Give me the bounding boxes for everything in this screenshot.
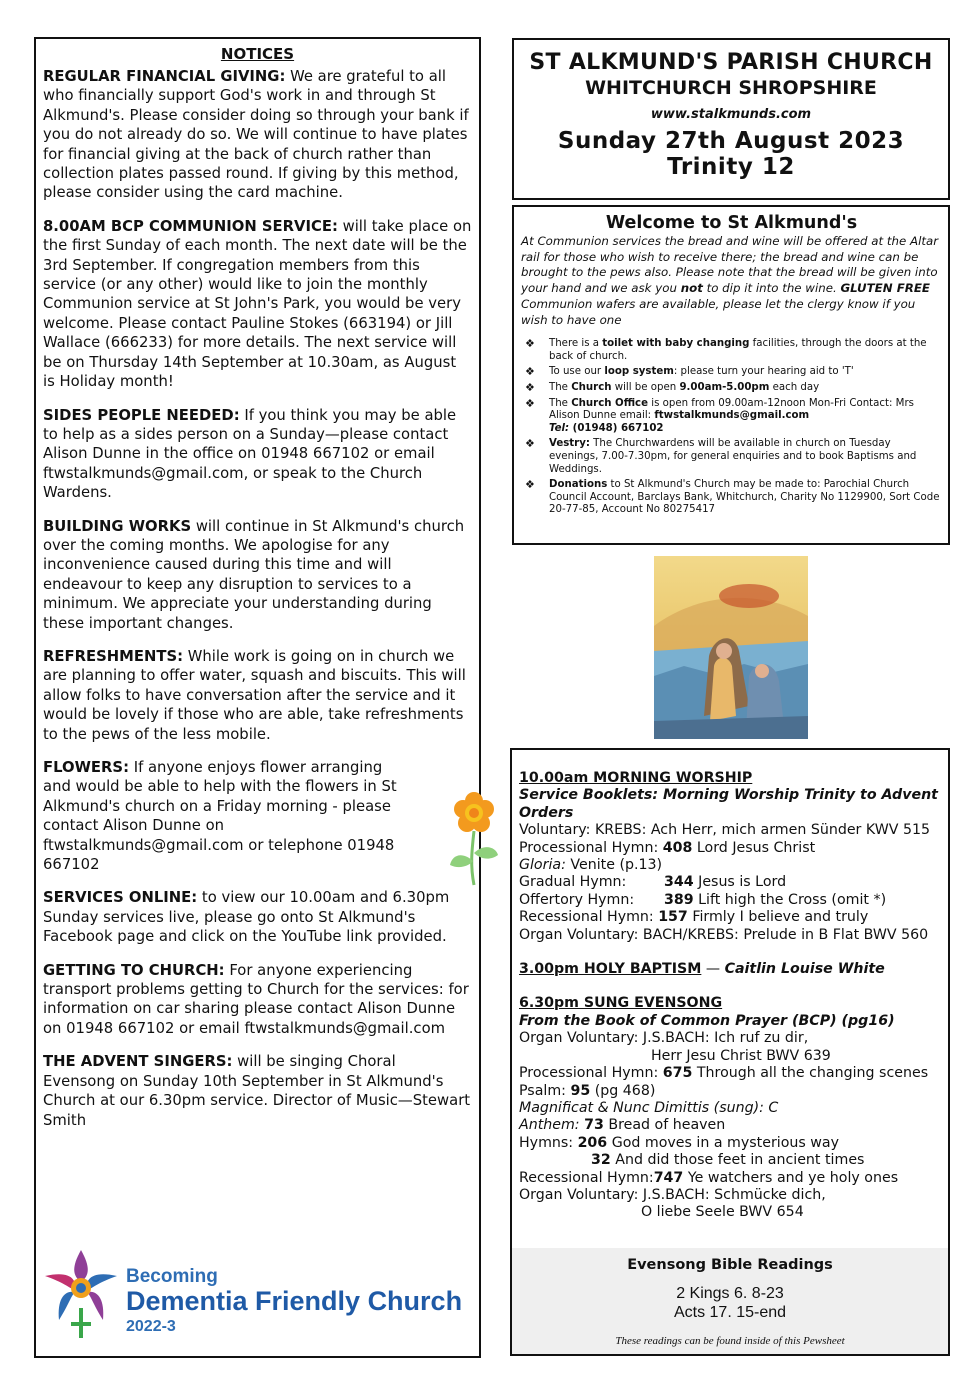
- welcome-panel: [512, 205, 950, 545]
- logo-dementia-friendly: Dementia Friendly Church: [126, 1286, 463, 1316]
- morning-recessional: [519, 909, 942, 926]
- notice-advent-singers: [43, 1052, 472, 1130]
- notice-heading: FLOWERS:: [43, 759, 129, 776]
- evensong-hymn-2: [519, 1152, 942, 1169]
- morning-worship-booklets: Service Booklets: Morning Worship Trinity to Advent Orders: [519, 787, 938, 821]
- notice-body: will continue in St Alkmund's church over the coming months. We apologise for any inconvenience caused during this time and will endeavour to keep any disruption to services to a minimum. We appreciate your understanding during these important changes.: [43, 517, 465, 632]
- notice-heading: THE ADVENT SINGERS:: [43, 1053, 233, 1071]
- psalm-page: (pg 468): [590, 1082, 656, 1099]
- notice-bcp-communion: [43, 217, 472, 392]
- notice-heading: REGULAR FINANCIAL GIVING:: [43, 68, 286, 85]
- label: Recessional Hymn:: [519, 1169, 654, 1186]
- item-text: There is a: [549, 338, 603, 350]
- diamond-bullet-icon: ❖: [525, 337, 535, 351]
- label: Processional Hymn:: [519, 1065, 663, 1082]
- diamond-bullet-icon: ❖: [525, 437, 535, 451]
- list-item: [521, 398, 942, 436]
- notice-heading: GETTING TO CHURCH:: [43, 961, 225, 979]
- item-bold: 9.00am-5.00pm: [679, 382, 770, 393]
- item-bold: Donations: [549, 479, 608, 491]
- church-website[interactable]: www.stalkmunds.com: [650, 107, 812, 122]
- bible-illustration-image: [654, 556, 808, 739]
- list-item: [521, 438, 942, 476]
- hymn-number: 344: [664, 874, 694, 891]
- item-bold: toilet with baby changing: [602, 338, 750, 350]
- notice-body: to view our 10.00am and 6.30pm Sunday services live, please go onto St Alkmund's Facebook page and click on the YouTube link provided.: [43, 889, 450, 946]
- evensong-organ-voluntary-2: Organ Voluntary: J.S.BACH: Schmücke dich,: [519, 1186, 826, 1203]
- notice-heading: BUILDING WORKS: [43, 517, 192, 535]
- notice-body: If you think you may be able to help as a sides person on a Sunday—please contact Alison Dunne in the office on 01948 667102 or email ftwstalkmunds@gmail.com, or speak to the Church Wardens.: [43, 406, 457, 502]
- diamond-bullet-icon: ❖: [525, 396, 535, 410]
- item-bold: loop system: [604, 366, 674, 378]
- item-text: is open from 09.00am-12noon Mon-Fri Contact: Mrs Alison Dunne email:: [549, 397, 914, 422]
- diamond-bullet-icon: ❖: [525, 478, 535, 492]
- intro-text: At Communion services the bread and wine will be offered at the Altar rail for those who wish to receive there; the bread and wine can be brought to the pews also. Please note that the bread will be given into your hand and we ask you: [521, 234, 939, 296]
- evensong-magnificat: Magnificat & Nunc Dimittis (sung): C: [519, 1099, 779, 1116]
- notice-body: While work is going on in church we are planning to offer water, squash and biscuits. This will allow folks to have conversation after the service and it would be lovely if those who are able, take refreshments to the pews of the less mobile.: [43, 647, 466, 743]
- bible-readings-box: [512, 1248, 948, 1354]
- notice-getting-to-church: [43, 961, 472, 1039]
- notice-sides-people: [43, 406, 472, 503]
- item-bold: Church Office: [571, 397, 649, 409]
- liturgical-week: Trinity 12: [667, 154, 795, 180]
- hymn-number: 408: [662, 839, 693, 856]
- item-text: The Churchwardens will be available in church on Tuesday evenings, 7.00-7.30pm, for general enquiries and to book Baptisms and Weddings.: [549, 438, 917, 475]
- hymn-title: Jesus is Lord: [693, 874, 787, 891]
- notice-financial-giving: [43, 67, 472, 203]
- hymn-title: God moves in a mysterious way: [607, 1134, 840, 1151]
- intro-emphasis: not: [680, 281, 703, 296]
- label: Hymns:: [519, 1134, 578, 1151]
- welcome-intro: [521, 234, 942, 328]
- evensong-section: [519, 995, 942, 1221]
- evensong-recessional: [519, 1170, 942, 1187]
- readings-note: These readings can be found inside of this Pewsheet: [615, 1335, 845, 1347]
- evensong-anthem: [519, 1117, 942, 1134]
- notice-body: will be singing Choral Evensong on Sunday 10th September in St Alkmund's Church at our 6.30pm service. Director of Music—Stewart Smith: [43, 1053, 471, 1129]
- office-email-link[interactable]: ftwstalkmunds@gmail.com: [654, 410, 810, 422]
- church-town: WHITCHURCH SHROPSHIRE: [585, 77, 877, 99]
- anthem-title: Bread of heaven: [603, 1117, 726, 1134]
- evensong-psalm: [519, 1083, 942, 1100]
- evensong-organ-voluntary-1: Organ Voluntary: J.S.BACH: Ich ruf zu dir,: [519, 1030, 809, 1047]
- hymn-number: 32: [591, 1152, 611, 1169]
- notice-body: If anyone enjoys flower arranging and would be able to help with the flowers in St Alkmund's church on a Friday morning - please contact Alison Dunne on ftwstalkmunds@gmail.com or telephone 01948 667102: [43, 759, 397, 874]
- notice-heading: REFRESHMENTS:: [43, 647, 184, 665]
- diamond-bullet-icon: ❖: [525, 365, 535, 379]
- evensong-organ-voluntary-1b: Herr Jesu Christ BWV 639: [651, 1047, 831, 1064]
- morning-organ-voluntary: Organ Voluntary: BACH/KREBS: Prelude in B Flat BWV 560: [519, 926, 929, 943]
- label: Offertory Hymn:: [519, 891, 635, 908]
- hymn-title: Ye watchers and ye holy ones: [683, 1169, 899, 1186]
- hymn-number: 675: [662, 1065, 693, 1082]
- flower-icon: [448, 791, 500, 887]
- hymn-title: And did those feet in ancient times: [610, 1152, 865, 1169]
- forget-me-not-icon: [38, 1248, 124, 1340]
- hymn-title: Firmly I believe and truly: [687, 909, 869, 926]
- diamond-bullet-icon: ❖: [525, 381, 535, 394]
- morning-gradual: [519, 874, 942, 891]
- baptism-section: [519, 961, 942, 978]
- morning-voluntary: Voluntary: KREBS: Ach Herr, mich armen Sünder KWV 515: [519, 822, 931, 839]
- item-text: : please turn your hearing aid to 'T': [673, 366, 854, 378]
- evensong-hymn-1: [519, 1135, 942, 1152]
- label: Gloria:: [519, 857, 566, 874]
- label: Gradual Hymn:: [519, 874, 627, 891]
- welcome-info-list: [521, 338, 942, 517]
- item-text: To use our: [549, 366, 605, 378]
- notice-heading: 8.00AM BCP COMMUNION SERVICE:: [43, 217, 338, 235]
- church-name: ST ALKMUND'S PARISH CHURCH: [529, 50, 933, 75]
- intro-text: Communion wafers are available, please let the clergy know if you wish to have one: [521, 296, 916, 327]
- welcome-title: Welcome to St Alkmund's: [605, 213, 858, 233]
- item-text: facilities, through the doors at the back of church.: [549, 338, 927, 362]
- item-bold: Vestry:: [549, 438, 590, 450]
- dementia-friendly-logo: [36, 1234, 483, 1344]
- notice-refreshments: [43, 647, 472, 744]
- notices-panel: [34, 37, 481, 1358]
- item-bold: Church: [571, 382, 612, 393]
- item-text: will be open: [611, 382, 680, 393]
- notices-list: [43, 67, 472, 1130]
- morning-worship-heading: 10.00am MORNING WORSHIP: [519, 770, 753, 786]
- evensong-heading: 6.30pm SUNG EVENSONG: [519, 995, 723, 1012]
- anthem-number: 73: [584, 1117, 604, 1134]
- notice-body: For anyone experiencing transport problems getting to Church for the services: for information on car sharing please contact Alison Dunne on 01948 667102 or email ftwstalkmunds@gmail.com: [43, 961, 469, 1037]
- item-text: to St Alkmund's Church may be made to: Parochial Church Council Account, Barclays Bank, Whitchurch, Charity No 1129900, Sort Code 20-77-85, Account No 80275417: [549, 479, 940, 516]
- service-date: Sunday 27th August 2023: [557, 128, 905, 154]
- label: Processional Hymn:: [519, 839, 663, 856]
- label: Anthem:: [519, 1117, 580, 1134]
- notices-title: NOTICES: [220, 45, 295, 63]
- evensong-bcp: From the Book of Common Prayer (BCP) (pg16): [519, 1012, 895, 1029]
- morning-processional: [519, 840, 942, 857]
- psalm-number: 95: [570, 1082, 591, 1099]
- item-text: The: [549, 382, 572, 393]
- hymn-number: 747: [653, 1169, 684, 1186]
- label: Psalm:: [519, 1082, 571, 1099]
- notice-heading: SIDES PEOPLE NEEDED:: [43, 406, 240, 424]
- office-phone: (01948) 667102: [569, 422, 664, 434]
- logo-year: 2022-3: [126, 1318, 176, 1335]
- morning-worship-section: [519, 770, 942, 944]
- hymn-number: 206: [577, 1134, 608, 1151]
- item-text: each day: [769, 382, 820, 393]
- list-item: [521, 382, 942, 395]
- baptism-name: Caitlin Louise White: [724, 961, 885, 978]
- list-item: [521, 338, 942, 363]
- hymn-title: Through all the changing scenes: [692, 1065, 929, 1082]
- evensong-processional: [519, 1065, 942, 1082]
- notice-services-online: [43, 888, 472, 946]
- hymn-title: Lord Jesus Christ: [692, 839, 816, 856]
- list-item: [521, 479, 942, 517]
- item-text: The: [549, 397, 572, 409]
- morning-gloria: [519, 857, 942, 874]
- reading-1: 2 Kings 6. 8-23: [676, 1285, 784, 1302]
- intro-gluten-free: GLUTEN FREE: [840, 281, 930, 296]
- services-panel: [510, 748, 950, 1356]
- baptism-heading: 3.00pm HOLY BAPTISM: [519, 961, 702, 978]
- notice-building-works: [43, 517, 472, 633]
- logo-becoming: Becoming: [126, 1266, 218, 1287]
- notice-heading: SERVICES ONLINE:: [43, 889, 198, 907]
- item-text: Venite (p.13): [565, 857, 663, 874]
- intro-text: to dip it into the wine.: [702, 281, 841, 296]
- label: Recessional Hymn:: [519, 909, 659, 926]
- hymn-number: 389: [664, 891, 694, 908]
- hymn-title: Lift high the Cross (omit *): [693, 891, 887, 908]
- readings-title: Evensong Bible Readings: [627, 1257, 833, 1273]
- evensong-organ-voluntary-2b: O liebe Seele BWV 654: [641, 1204, 804, 1221]
- tel-label: Tel:: [549, 422, 570, 434]
- notice-body: We are grateful to all who financially support God's work in and through St Alkmund's. Please consider doing so through your bank if you do not already do so. We will continue to have plates for financial giving at the back of church rather than collection plates passed round. If giving by this method, please consider using the card machine.: [43, 68, 469, 202]
- hymn-number: 157: [658, 909, 688, 926]
- reading-2: Acts 17. 15-end: [673, 1304, 787, 1321]
- dash: —: [701, 961, 725, 978]
- notice-flowers: [43, 758, 472, 874]
- list-item: [521, 366, 942, 379]
- morning-offertory: [519, 892, 942, 909]
- notice-body: will take place on the first Sunday of each month. The next date will be the 3rd September. If congregation members from this service (or any other) would like to join the monthly Communion service at St John's Park, you would be very welcome. Please contact Pauline Stokes (663194) or Jill Wallace (666233) for more details. The next service will be on Thursday 14th September at 10.30am, as August is Holiday month!: [43, 217, 472, 391]
- church-header: [512, 38, 950, 200]
